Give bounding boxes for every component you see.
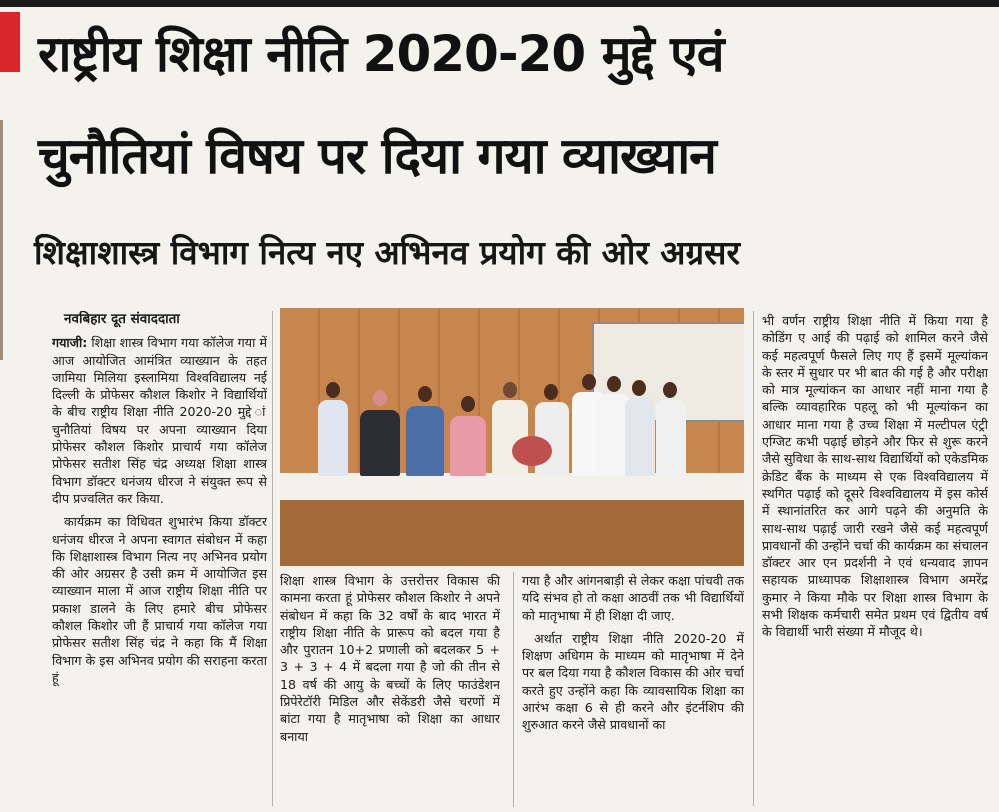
article-column-1	[52, 311, 267, 811]
byline: नवबिहार दूत संवाददाता	[64, 311, 180, 327]
column-divider	[272, 311, 273, 806]
section-color-marker	[0, 12, 20, 72]
article-column-4	[762, 312, 988, 812]
article-column-3	[522, 572, 744, 812]
top-rule	[0, 0, 999, 7]
article-column-2	[280, 572, 500, 812]
column-3-paragraph-2: अर्थात राष्ट्रीय शिक्षा नीति 2020-20 में शिक्षण अधिगम के माध्यम को मातृभाषा में देने पर बल दिया गया है कौशल विकास की ओर चर्चा करते हुए उन्होंने कहा कि व्यावसायिक शिक्षा का आरंभ कक्षा 6 से ही करने और इंटर्नशिप की शुरुआत करने जैसे प्रावधानों का	[522, 630, 744, 733]
column-divider	[513, 572, 514, 807]
column-3-paragraph-1: गया है और आंगनबाड़ी से लेकर कक्षा पांचवी तक यदि संभव हो तो कक्षा आठवीं तक भी विद्यार्थियों को मातृभाषा में ही शिक्षा दी जाए.	[522, 573, 744, 623]
event-photo	[280, 308, 744, 566]
headline-line-2: चुनौतियां विषय पर दिया गया व्याख्यान	[38, 127, 716, 185]
column-1-paragraph-2: कार्यक्रम का विधिवत शुभारंभ किया डॉक्टर धनंजय धीरज ने अपना स्वागत संबोधन में कहा कि शिक्षाशास्त्र विभाग नित्य नए अभिनव प्रयोग की ओर अग्रसर है उसी क्रम में आयोजित इस व्याख्यान माला में आज राष्ट्रीय शिक्षा नीति पर प्रकाश डालने के लिए हमारे बीच प्रोफेसर कौशल किशोर जी हैं प्राचार्य गया कॉलेज गया प्रोफेसर सतीश सिंह चंद्र ने कहा कि मैं शिक्षा विभाग के इस अभिनव प्रयोग की सराहना करता हूं	[52, 514, 267, 685]
column-1-paragraph-1: गयाजी: शिक्षा शास्त्र विभाग गया कॉलेज गया में आज आयोजित आमंत्रित व्याख्यान के तहत जामिया मिलिया इस्लामिया विश्वविद्यालय नई दिल्ली के प्रोफेसर कौशल किशोर ने विद्यार्थियों के बीच राष्ट्रीय शिक्षा नीति 2020-20 मुद्दे ां चुनौतियां विषय पर अपना व्याख्यान दिया प्रोफेसर कौशल किशोर प्राचार्य गया कॉलेज प्रोफेसर सतीश सिंह चंद्र अध्यक्ष शिक्षा शास्त्र विभाग डॉक्टर धनंजय धीरज ने संयुक्त रूप से दीप प्रज्वलित कर किया.	[52, 335, 267, 506]
adjacent-page-edge	[0, 120, 3, 360]
headline-line-1: राष्ट्रीय शिक्षा नीति 2020-20 मुद्दे एवं	[38, 25, 724, 83]
column-2-paragraph-1: शिक्षा शास्त्र विभाग के उत्तरोत्तर विकास की कामना करता हूं प्रोफेसर कौशल किशोर ने अपने संबोधन में कहा कि 32 वर्षों के बाद भारत में राष्ट्रीय शिक्षा नीति के प्रारूप को बदल गया है और पुरातन 10+2 प्रणाली को बदलकर 5 + 3 + 3 + 4 में बदला गया है जो की तीन से 18 वर्ष की आयु के बच्चों के लिए फाउंडेशन प्रिपेरेटॉरी मिडिल और सेकेंडरी जैसे चरणों में बांटा गया है मातृभाषा को शिक्षा का आधार बनाया	[280, 573, 500, 744]
subheadline: शिक्षाशास्त्र विभाग नित्य नए अभिनव प्रयोग की ओर अग्रसर	[34, 233, 740, 272]
dateline: गयाजी:	[52, 335, 88, 351]
bouquet	[512, 436, 552, 466]
column-divider	[753, 311, 754, 806]
column-4-paragraph-1: भी वर्णन राष्ट्रीय शिक्षा नीति में किया गया है कोडिंग ए आई की पढ़ाई को शामिल करने जैसे कई महत्वपूर्ण फैसले लिए गए हैं इसमें मूल्यांकन के स्तर में सुधार पर भी बात की गई है और परीक्षा को मात्र मूल्यांकन का आधार नहीं माना गया है बल्कि व्यावहारिक पहलू को भी मूल्यांकन का आधार माना गया है उच्च शिक्षा में मल्टीपल एंट्री एग्जिट कभी पढ़ाई छोड़ने और फिर से शुरू करने जैसे सुविधा के साथ-साथ विद्यार्थियों को एकेडमिक क्रेडिट बैंक के माध्यम से एक विश्वविद्यालय में स्थगित पढ़ाई को दूसरे विश्वविद्यालय में इस कोर्स में स्थानांतरित कर आगे पढ़ने की अनुमति के साथ-साथ पढ़ाई जारी रखने जैसे कई महत्वपूर्ण प्रावधानों की उन्होंने चर्चा की कार्यक्रम का संचालन डॉक्टर आर एन प्रदर्शनी ने एवं धन्यवाद ज्ञापन सहायक प्राध्यापक शिक्षाशास्त्र विभाग अमरेंद्र कुमार ने किया मौके पर शिक्षा शास्त्र विभाग के सभी शिक्षक कर्मचारी समेत प्रथम एवं द्वितीय वर्ष के विद्यार्थी भारी संख्या में मौजूद थे।	[762, 313, 988, 640]
